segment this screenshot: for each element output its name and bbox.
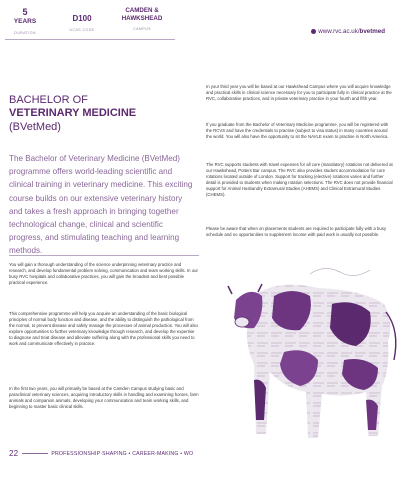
link-bullet-icon bbox=[311, 29, 316, 34]
campus-caption: CAMPUS bbox=[133, 27, 151, 32]
left-paragraph-1: You will gain a thorough understanding of the science underpinning veterinary practice and research, and develop fundamental problem solving, communication and team working skills. In our busy RVC hospitals and collaborative practices, you will gain the broadest and best possible practical experience. bbox=[9, 262, 198, 286]
duration-caption: DURATION bbox=[14, 30, 36, 35]
left-paragraph-3: In the first two years, you will primarily be based at the Camden Campus studying basic and paraclinical veterinary sciences, acquiring introductory skills in handling and examining horses, farm animals and companion animals, developing your communication and team working skills, and beginning to master basic clinical skills. bbox=[9, 386, 199, 410]
right-paragraph-2: If you graduate from the Bachelor of Veterinary Medicine programme, you will be registered with the RCVS and have the credentials to practise (subject to visa status) in many countries around the world. You will also have the opportunity to sit the NAVLE exam to practise in North America. bbox=[206, 122, 389, 140]
course-weblink[interactable] bbox=[311, 28, 385, 35]
weblink-slug: bvetmed bbox=[359, 28, 385, 35]
duration-value: 5 bbox=[22, 7, 28, 17]
duration-stat bbox=[8, 8, 42, 35]
duration-unit: YEARS bbox=[13, 18, 37, 25]
campus-line2: HAWKSHEAD bbox=[121, 15, 163, 23]
page-number: 22 bbox=[9, 449, 19, 458]
course-title-line1: BACHELOR OF bbox=[9, 94, 88, 106]
cow-collage-illustration bbox=[214, 260, 403, 450]
header-divider bbox=[5, 39, 175, 40]
intro-divider bbox=[9, 255, 199, 256]
right-paragraph-3: The RVC supports students with travel expenses for all core (mandatory) rotations not delivered at our Hawkshead, Potters Bar campus. The RVC also provides student accommodation for core rotations located outside of London. Support for tracking (elective) rotations varies and further detail is provided to students when making rotation selections. The RVC does not provide financial support for Animal Husbandry Extramural Studies (AHEMS) and Clinical Extramural Studies (CHEMS). bbox=[206, 162, 393, 198]
ucas-stat bbox=[62, 15, 102, 32]
page-footer bbox=[9, 449, 193, 458]
left-paragraph-2: This comprehensive programme will help you acquire an understanding of the basic biological principles of normal body function and disease, and the ability to distinguish the pathological from the normal, to prevent disease and safely manage the processes of animal production. You will also explore opportunities to further veterinary knowledge through research, and develop the expertise to diagnose and treat disease and alleviate suffering along with the professional skills you need to work and communicate effectively in practice. bbox=[9, 311, 198, 347]
campus-stat bbox=[110, 8, 174, 31]
course-title-line3: (BVetMed) bbox=[9, 121, 61, 133]
footer-rule bbox=[22, 453, 48, 454]
right-paragraph-1: In your third year you will be based at our Hawkshead Campus where you will acquire knowledge and practical skills in clinical science necessary for you to participate fully in clinical practice at the RVC, collaborative practices, and in private veterinary practice in your fourth and fifth year. bbox=[206, 84, 392, 102]
footer-tagline: PROFESSIONSHIP·SHAPING • CAREER-MAKING • WO bbox=[51, 450, 194, 457]
weblink-prefix: www.rvc.ac.uk/ bbox=[318, 28, 360, 35]
ucas-caption: UCAS CODE bbox=[69, 28, 95, 32]
course-title-line2: VETERINARY MEDICINE bbox=[9, 107, 137, 119]
right-paragraph-4: Please be aware that when on placements students are required to participate fully with a busy schedule and no opportunities to supplement income with paid work is usually not possible. bbox=[206, 226, 387, 238]
campus-line1: CAMDEN & bbox=[125, 7, 159, 14]
intro-paragraph: The Bachelor of Veterinary Medicine (BVetMed) programme offers world-leading scientific and clinical training in veterinary medicine. This exciting course builds on our extensive veterinary history and takes a fresh approach in bringing together technological change, clinical and scientific progress, and stimulating teaching and learning methods. bbox=[9, 154, 193, 256]
ucas-value: D100 bbox=[72, 14, 92, 23]
